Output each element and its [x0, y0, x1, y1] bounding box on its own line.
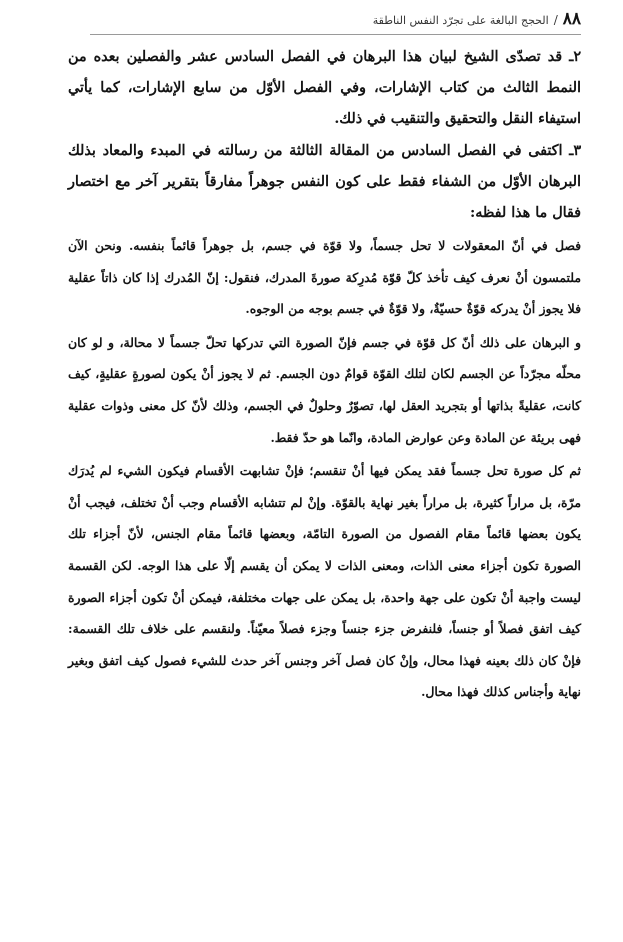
running-title: الحجج البالغة على تجرّد النفس الناطقة — [372, 14, 549, 27]
paragraph-2: ٢ـ قد تصدّى الشيخ لبيان هذا البرهان في الفصل السادس عشر والفصلين بعده من النمط الثالث من كتاب الإشارات، وفي الفصل الأوّل من سابع الإشارات، كما يأتي استيفاء النقل والتحقيق والتنقيب في ذلك. — [68, 49, 581, 127]
page-number: ٨٨ — [562, 9, 581, 29]
header-rule — [90, 34, 581, 35]
quote-paragraph-1: فصل في أنّ المعقولات لا تحل جسماً، ولا قوّة في جسم، بل جوهراً قائماً بنفسه. ونحن الآن ملتمسون أنْ نعرف كيف تأخذ كلّ قوّة مُدرِكة صورةَ المدرك، فنقول: إنّ المُدرك إذا كان ذاتاً عقلية فلا يجوز أنْ يدركه قوّةٌ حسيّةٌ، ولا قوّةٌ في جسم بوجه من الوجوه. — [68, 238, 581, 317]
quote-paragraph-3: ثم كل صورة تحل جسماً فقد يمكن فيها أنْ تنقسم؛ فإنْ تشابهت الأقسام فيكون الشيء لم يُدرَك مرّة، بل مراراً كثيرة، بل مراراً بغير نهاية بالقوّة. وإنْ لم تتشابه الأقسام وجب أنْ تختلف، فيجب أنْ يكون بعضها قائماً مقام الفصول من الصورة التامّة، وبعضها قائماً مقام الجنس، لأنّ أجزاء تلك الصورة تكون أجزاء معنى الذات، ومعنى الذات لا يمكن أن يقسم إلّا على هذا الوجه. لكن القسمة ليست واجبة أنْ تكون على جهة واحدة، بل يمكن على جهات مختلفة، فيمكن أنْ تكون أجزاء الصورة كيف اتفق فصلاً أو جنساً، فلنفرض جزء جنساً وجزء فصلاً معيّناً. ولنقسم على خلاف تلك القسمة: فإنْ كان ذلك بعينه فهذا محال، وإنْ كان فصل آخر وجنس آخر حدث للشيء فصول كيف اتفق وبغير نهاية وأجناس كذلك فهذا محال. — [68, 463, 581, 700]
page-header — [373, 8, 581, 32]
main-text — [68, 42, 581, 708]
quoted-passage — [68, 230, 581, 708]
header-separator: / — [553, 13, 558, 27]
quote-paragraph-2: و البرهان على ذلك أنّ كل قوّة في جسم فإنّ الصورة التي تدركها تحلّ جسماً لا محالة، و لو كان محلّه مجرّداً عن الجسم لكان لتلك القوّة قوامٌ دون الجسم. ثم لا يجوز أنْ يكون لصورةٍ عقليةٍ، كيف كانت، عقليةً بذاتها أو بتجريد العقل لها، تصوّرٌ وحلولٌ في الجسم، وذلك لأنّ كل معنى وذوات عقلية فهى بريئة عن المادة وعن عوارض المادة، وانّما هو حدّ فقط. — [68, 334, 581, 445]
paragraph-3: ٣ـ اكتفى في الفصل السادس من المقالة الثالثة من رسالته في المبدء والمعاد بذلك البرهان الأوّل من الشفاء فقط على كون النفس جوهراً مفارقاً بتقرير آخر مع اختصار فقال ما هذا لفظه: — [68, 143, 581, 221]
